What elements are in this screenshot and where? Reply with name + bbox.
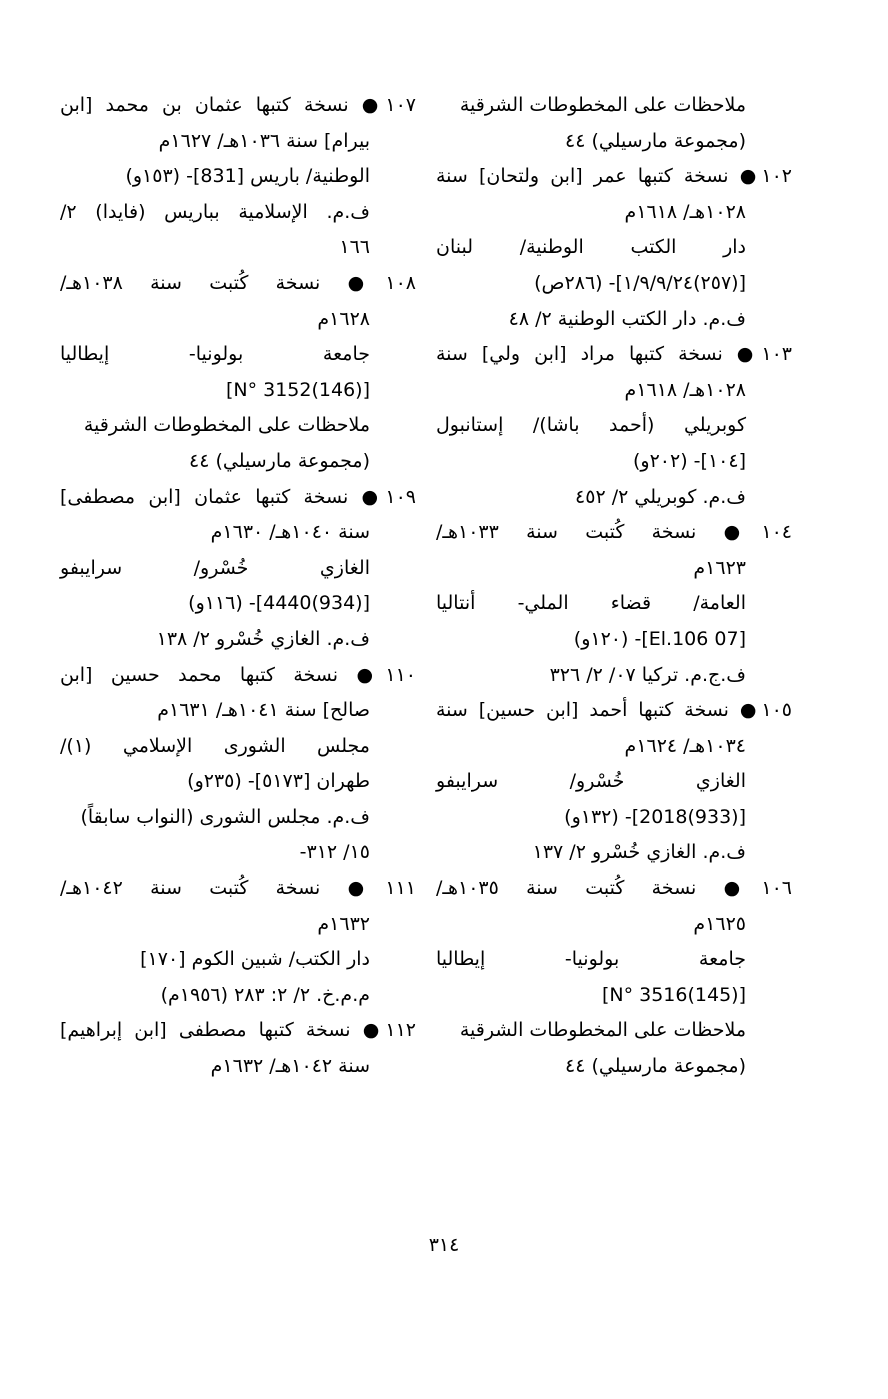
entry-detail-line: الغازي خُسْرو/ سرايبفو <box>60 556 370 579</box>
entry-detail-line: ف.م. كوبريلي ٢/ ٤٥٢ <box>575 485 746 508</box>
entry-detail-line: بيرام] سنة ١٠٣٦هـ/ ١٦٢٧م <box>158 129 370 152</box>
entry-detail-line: (مجموعة مارسيلي) ٤٤ <box>564 1055 746 1078</box>
entry-detail-line: سنة ١٠٤٢هـ/ ١٦٣٢م <box>210 1055 370 1078</box>
entry-heading-line: ١٠٦● نسخة كُتبت سنة ١٠٣٥هـ/ <box>436 877 792 900</box>
entry-detail-line: ١٦٢٨م <box>317 307 370 330</box>
entry-detail-line: ف.ج.م. تركيا ٠٧/ ٢/ ٣٢٦ <box>549 663 746 686</box>
entry-detail-line: الغازي خُسْرو/ سرايبفو <box>436 770 746 793</box>
entry-detail-line: دار الكتب/ شبين الكوم [١٧٠] <box>140 948 370 971</box>
entry-detail-line: طهران [٥١٧٣]- (٢٣٥و) <box>187 770 370 793</box>
entry-detail-line: ف.م. الغازي خُسْرو ٢/ ١٣٧ <box>532 841 746 864</box>
entry-detail-line: جامعة بولونيا- إيطاليا <box>60 343 370 366</box>
entry-detail-line: دار الكتب الوطنية/ لبنان <box>436 236 746 259</box>
entry-heading-line: ١٠٧● نسخة كتبها عثمان بن محمد [ابن <box>60 94 416 116</box>
entry-detail-line: ملاحظات على المخطوطات الشرقية <box>83 414 370 437</box>
entry-heading-line: ١١٠● نسخة كتبها محمد حسين [ابن <box>60 663 416 686</box>
entry-detail-line: [١٠٤]- (٢٠٢و) <box>633 449 746 472</box>
entry-detail-line: [07 El.106]- (١٢٠و) <box>573 627 746 650</box>
entry-detail-line: ١٦٢٣م <box>693 556 746 579</box>
entry-detail-line: ف.م. الغازي خُسْرو ٢/ ١٣٨ <box>156 627 370 650</box>
left-column <box>60 88 416 1085</box>
entry-detail-line: صالح] سنة ١٠٤١هـ/ ١٦٣١م <box>157 699 370 722</box>
entry-detail-line: سنة ١٠٤٠هـ/ ١٦٣٠م <box>210 521 370 544</box>
entry-heading-line: ١٠٥● نسخة كتبها أحمد [ابن حسين] سنة <box>436 699 792 722</box>
entry-heading-line: ١١٢● نسخة كتبها مصطفى [ابن إبراهيم] <box>60 1019 416 1042</box>
entry-detail-line: جامعة بولونيا- إيطاليا <box>436 948 746 971</box>
entry-detail-line: ١٦٦ <box>339 236 370 259</box>
entry-detail-line: (مجموعة مارسيلي) ٤٤ <box>564 129 746 152</box>
entry-detail-line: م.م.خ. ٢/ ٢: ٢٨٣ (١٩٥٦م) <box>160 983 370 1006</box>
entry-detail-line: ف.م. الإسلامية بباريس (فايدا) ٢/ <box>60 200 370 223</box>
right-column <box>436 88 792 1085</box>
entry-detail-line: [(933)2018]- (١٣٢و) <box>564 805 746 828</box>
entry-detail-line: مجلس الشورى الإسلامي (١)/ <box>60 734 370 757</box>
entry-heading-line: ١١١● نسخة كُتبت سنة ١٠٤٢هـ/ <box>60 877 416 900</box>
entry-detail-line: ١٥/ ٣١٢- <box>299 841 370 864</box>
entry-detail-line: ١٠٢٨هـ/ ١٦١٨م <box>624 200 746 223</box>
entry-detail-line: ١٠٢٨هـ/ ١٦١٨م <box>624 378 746 401</box>
entry-detail-line: ١٦٢٥م <box>693 912 746 935</box>
entry-heading-line: ١٠٨● نسخة كُتبت سنة ١٠٣٨هـ/ <box>60 271 416 294</box>
entry-detail-line: ف.م. مجلس الشورى (النواب سابقاً) <box>80 805 370 828</box>
entry-heading-line: ١٠٣● نسخة كتبها مراد [ابن ولي] سنة <box>436 343 792 366</box>
entry-detail-line: ١٠٣٤هـ/ ١٦٢٤م <box>624 734 746 757</box>
entry-detail-line: كوبريلي (أحمد باشا)/ إستانبول <box>436 414 746 437</box>
page-number: ٣١٤ <box>428 1234 460 1256</box>
entry-detail-line: العامة/ قضاء الملي- أنتاليا <box>436 592 746 615</box>
entry-detail-line: ف.م. دار الكتب الوطنية ٢/ ٤٨ <box>508 307 746 330</box>
entry-detail-line: ملاحظات على المخطوطات الشرقية <box>459 94 746 116</box>
entry-detail-line: ١٦٣٢م <box>317 912 370 935</box>
entry-heading-line: ١٠٤● نسخة كُتبت سنة ١٠٣٣هـ/ <box>436 521 792 544</box>
entry-heading-line: ١٠٩● نسخة كتبها عثمان [ابن مصطفى] <box>60 485 416 508</box>
entry-detail-line: الوطنية/ باريس [831]- (١٥٣و) <box>125 165 370 188</box>
entry-detail-line: [(146)N° 3152] <box>225 378 370 401</box>
entry-detail-line: (مجموعة مارسيلي) ٤٤ <box>188 449 370 472</box>
entry-heading-line: ١٠٢● نسخة كتبها عمر [ابن ولتحان] سنة <box>436 165 792 188</box>
entry-detail-line: [(934)4440]- (١١٦و) <box>188 592 370 615</box>
entry-detail-line: ملاحظات على المخطوطات الشرقية <box>459 1019 746 1042</box>
entry-detail-line: [(٢٥٧)١/٩/٩/٢٤]- (٢٨٦ص) <box>534 271 746 294</box>
entry-detail-line: [(145)N° 3516] <box>601 983 746 1006</box>
